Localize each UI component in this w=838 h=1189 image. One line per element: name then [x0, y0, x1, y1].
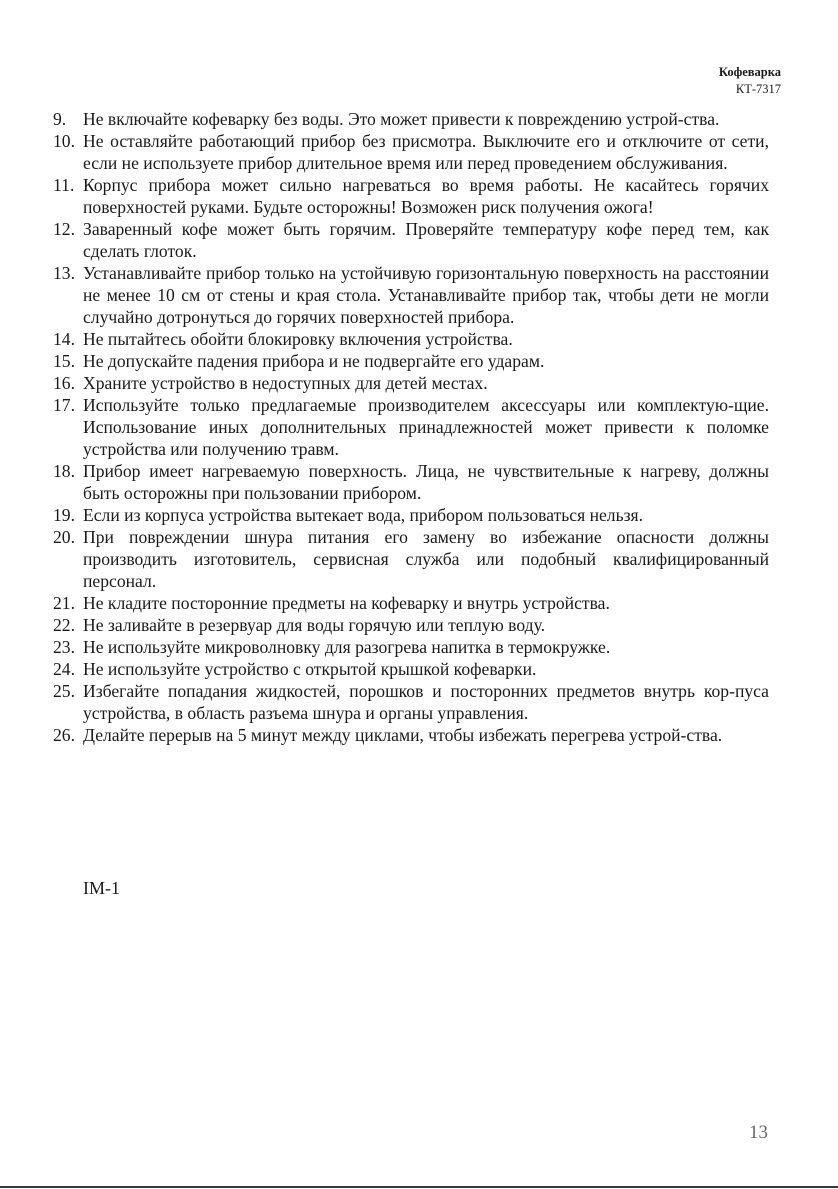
item-text: Избегайте попадания жидкостей, порошков и посторонних предметов внутрь кор-пуса устройства, в область разъема шнура и органы управления. [83, 681, 769, 723]
item-text: Храните устройство в недоступных для детей местах. [83, 373, 488, 393]
item-text: Не заливайте в резервуар для воды горячую или теплую воду. [83, 615, 545, 635]
item-text: Заваренный кофе может быть горячим. Проверяйте температуру кофе перед тем, как сделать глоток. [83, 219, 769, 261]
list-item [53, 130, 769, 174]
bottom-divider [0, 1186, 838, 1188]
item-text: Не допускайте падения прибора и не подвергайте его ударам. [83, 351, 545, 371]
item-number: 13. [53, 263, 75, 283]
item-number: 20. [53, 527, 75, 547]
list-item [53, 174, 769, 218]
item-number: 21. [53, 593, 75, 613]
list-item [53, 592, 769, 614]
item-number: 18. [53, 461, 75, 481]
list-item [53, 504, 769, 526]
item-number: 9. [53, 109, 67, 129]
item-text: Не используйте микроволновку для разогрева напитка в термокружке. [83, 637, 611, 657]
list-item [53, 394, 769, 460]
header-product-name: Кофеварка [718, 65, 781, 79]
list-item [53, 372, 769, 394]
item-text: Устанавливайте прибор только на устойчивую горизонтальную поверхность на расстоянии не менее 10 см от стены и края стола. Устанавливайте прибор так, чтобы дети не могли случайно дотронуться до горячих поверхностей прибора. [83, 263, 769, 327]
item-text: При повреждении шнура питания его замену во избежание опасности должны производить изготовитель, сервисная служба или подобный квалифицированный персонал. [83, 527, 769, 591]
item-text: Не оставляйте работающий прибор без присмотра. Выключите его и отключите от сети, если не используете прибор длительное время или перед проведением обслуживания. [83, 131, 769, 173]
item-text: Не включайте кофеварку без воды. Это может привести к повреждению устрой-ства. [83, 109, 720, 129]
item-number: 11. [53, 175, 75, 195]
list-item [53, 218, 769, 262]
list-item [53, 658, 769, 680]
list-item [53, 724, 769, 746]
item-number: 10. [53, 131, 75, 151]
item-text: Прибор имеет нагреваемую поверхность. Лица, не чувствительные к нагреву, должны быть осторожны при пользовании прибором. [83, 461, 769, 503]
document-code: IM-1 [83, 878, 120, 898]
item-number: 23. [53, 637, 75, 657]
list-item [53, 108, 769, 130]
item-number: 16. [53, 373, 75, 393]
list-item [53, 680, 769, 724]
item-text: Не пытайтесь обойти блокировку включения устройства. [83, 329, 513, 349]
list-item [53, 350, 769, 372]
safety-instructions-list [53, 108, 769, 746]
page-number: 13 [749, 1122, 768, 1143]
header-model-number: КТ-7317 [735, 82, 781, 96]
item-number: 12. [53, 219, 75, 239]
item-number: 15. [53, 351, 75, 371]
list-item [53, 614, 769, 636]
item-number: 14. [53, 329, 75, 349]
item-number: 17. [53, 395, 75, 415]
item-text: Если из корпуса устройства вытекает вода, прибором пользоваться нельзя. [83, 505, 644, 525]
item-number: 22. [53, 615, 75, 635]
list-item [53, 526, 769, 592]
list-item [53, 262, 769, 328]
item-text: Не используйте устройство с открытой крышкой кофеварки. [83, 659, 537, 679]
item-number: 19. [53, 505, 75, 525]
item-text: Корпус прибора может сильно нагреваться во время работы. Не касайтесь горячих поверхностей руками. Будьте осторожны! Возможен риск получения ожога! [83, 175, 769, 217]
list-item [53, 636, 769, 658]
item-text: Делайте перерыв на 5 минут между циклами, чтобы избежать перегрева устрой-ства. [83, 725, 723, 745]
item-number: 25. [53, 681, 75, 701]
item-text: Используйте только предлагаемые производителем аксессуары или комплектую-щие. Использование иных дополнительных принадлежностей может привести к поломке устройства или получению травм. [83, 395, 769, 459]
item-text: Не кладите посторонние предметы на кофеварку и внутрь устройства. [83, 593, 610, 613]
item-number: 26. [53, 725, 75, 745]
list-item [53, 328, 769, 350]
page-header [719, 64, 781, 98]
list-item [53, 460, 769, 504]
item-number: 24. [53, 659, 75, 679]
